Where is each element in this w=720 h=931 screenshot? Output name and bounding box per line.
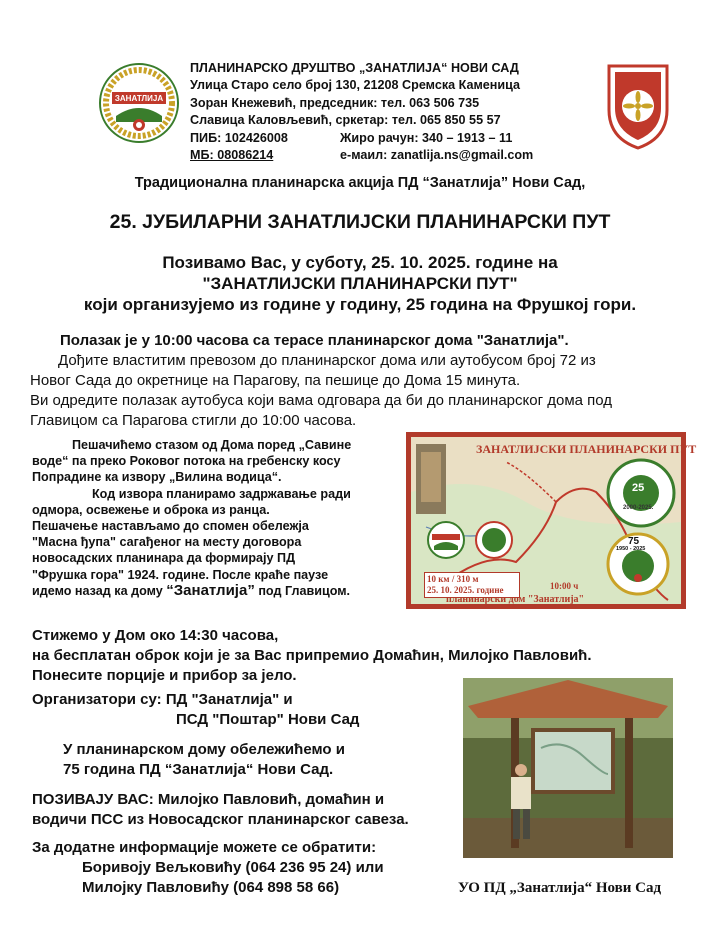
org-name: ПЛАНИНАРСКО ДРУШТВО „ЗАНАТЛИЈА“ НОВИ САД [190,61,519,75]
invite-line-3: који организујемо из године у годину, 25 година на Фрушкој гори. [83,295,637,314]
badge-25-number: 25 [632,482,645,494]
org-account: Жиро рачун: 340 – 1913 – 11 [340,130,513,145]
route-line-8: новосадских планинара да формирају ПД [32,551,296,566]
map-date: 25. 10. 2025. године [427,585,504,595]
badge-75-number: 75 [628,536,640,547]
invitation [0,252,720,315]
zanatlija-badge-small [426,520,466,560]
organizers-line-2: ПСД "Поштар" Нови Сад [176,711,360,728]
map-distance: 10 км / 310 м [427,574,479,584]
page-title: 25. ЈУБИЛАРНИ ЗАНАТЛИЈСКИ ПЛАНИНАРСКИ ПУТ [109,211,611,233]
route-line-6: Пешачење настављамо до спомен обележја [32,519,309,534]
map-time: 10:00 ч [550,581,579,591]
departure-line-4: Ви одредите полазак аутобуса који вама одговара да би до планинарског дома под [30,392,613,409]
info-line-2: Боривоју Вељковићу (064 236 95 24) или [82,859,384,876]
route-line-9: "Фрушка гора" 1924. године. После краће паузе [32,567,329,582]
invite-line-2: "ЗАНАТЛИЈСКИ ПЛАНИНАРСКИ ПУТ" [202,274,518,293]
departure-line-2: Дођите властитим превозом до планинарског дома или аутобусом број 72 из [58,352,596,369]
organizers [32,690,359,730]
route-home-name: “Занатлија” [166,581,255,599]
route-line-5: одмора, освежење и оброка из ранца. [32,502,270,517]
route-description [32,437,372,599]
departure-info [30,331,613,431]
org-president: Зоран Кнежевић, председник: тел. 063 506 735 [190,95,480,110]
arrival-line-1: Стижемо у Дом око 14:30 часова, [32,627,279,644]
invite-line-1: Позивамо Вас, у суботу, 25. 10. 2025. године на [162,253,558,272]
departure-line-1: Полазак је у 10:00 часова са терасе планинарског дома "Занатлија". [60,332,569,349]
route-line-10a: идемо назад ка дому [32,583,167,598]
route-line-3: Попрадине ка извору „Вилина водица“. [32,470,282,485]
zanatlija-logo [98,62,180,144]
org-address: Улица Старо село број 130, 21208 Сремска Каменица [190,78,521,93]
traditional-line: Традиционална планинарска акција ПД “Занатлија” Нови Сад, [134,175,586,191]
info-line-3: Милојку Павловићу (064 898 58 66) [82,879,340,896]
route-line-4: Код извора планирамо задржавање ради [92,486,351,501]
org-email: е-маил: zanatlija.ns@gmail.com [340,148,534,163]
map-home-label: планинарски дом "Занатлија" [446,594,585,605]
org-pib: ПИБ: 102426008 [190,130,288,145]
departure-line-5: Главицом са Парагова стигли до 10:00 часова. [30,412,357,429]
map-title: ЗАНАТЛИЈСКИ ПЛАНИНАРСКИ ПУТ [476,442,697,456]
org-mb: МБ: 08086214 [190,148,274,163]
route-line-10 [32,583,372,599]
organizers-line-1: Организатори су: ПД "Занатлија" и [32,691,293,708]
hosts [32,790,409,830]
badge-25-years: 2000-2025. [623,505,654,511]
anniversary-line-2: 75 година ПД “Занатлија“ Нови Сад. [63,761,334,778]
route-map [406,432,697,609]
route-line-7: "Масна ђупа" сагађеног на месту договора [32,535,302,550]
badge-75-years: 1950 - 2025 [616,546,646,552]
arrival-line-2: на бесплатан оброк који је за Вас припремио Домаћин, Милојко Павловић. [32,647,592,664]
organization-header [190,60,534,164]
org-secretary: Славица Каловљевић, сркетар: тел. 065 850 55 57 [190,113,501,128]
hosts-line-2: водичи ПСС из Новосадског планинарског савеза. [32,811,409,828]
hosts-line-1: ПОЗИВАЈУ ВАС: Милојко Павловић, домаћин и [32,791,385,808]
svg-text:ЗАНАТЛИЈА: ЗАНАТЛИЈА [114,94,164,103]
arrival-info [32,626,592,686]
anniversary [63,740,345,780]
departure-line-3: Новог Сада до окретнице на Парагову, па пешице до Дома 15 минута. [30,372,521,389]
route-line-10c: под Главицом. [254,583,351,598]
signature: УО ПД „Занатлија“ Нови Сад [458,880,662,896]
info-line-1: За додатне информације можете се обратити: [32,839,377,856]
pss-logo [605,60,671,150]
arrival-line-3: Понесите порције и прибор за јело. [32,667,297,684]
route-line-2: воде“ па преко Роковог потока на гребенску косу [32,454,341,469]
postar-badge-small [474,520,514,560]
trail-sign-photo [463,678,673,858]
anniversary-line-1: У планинарском дому обележићемо и [63,741,345,758]
contact-info [32,838,384,898]
route-line-1: Пешачићемо стазом од Дома поред „Савине [72,438,352,452]
